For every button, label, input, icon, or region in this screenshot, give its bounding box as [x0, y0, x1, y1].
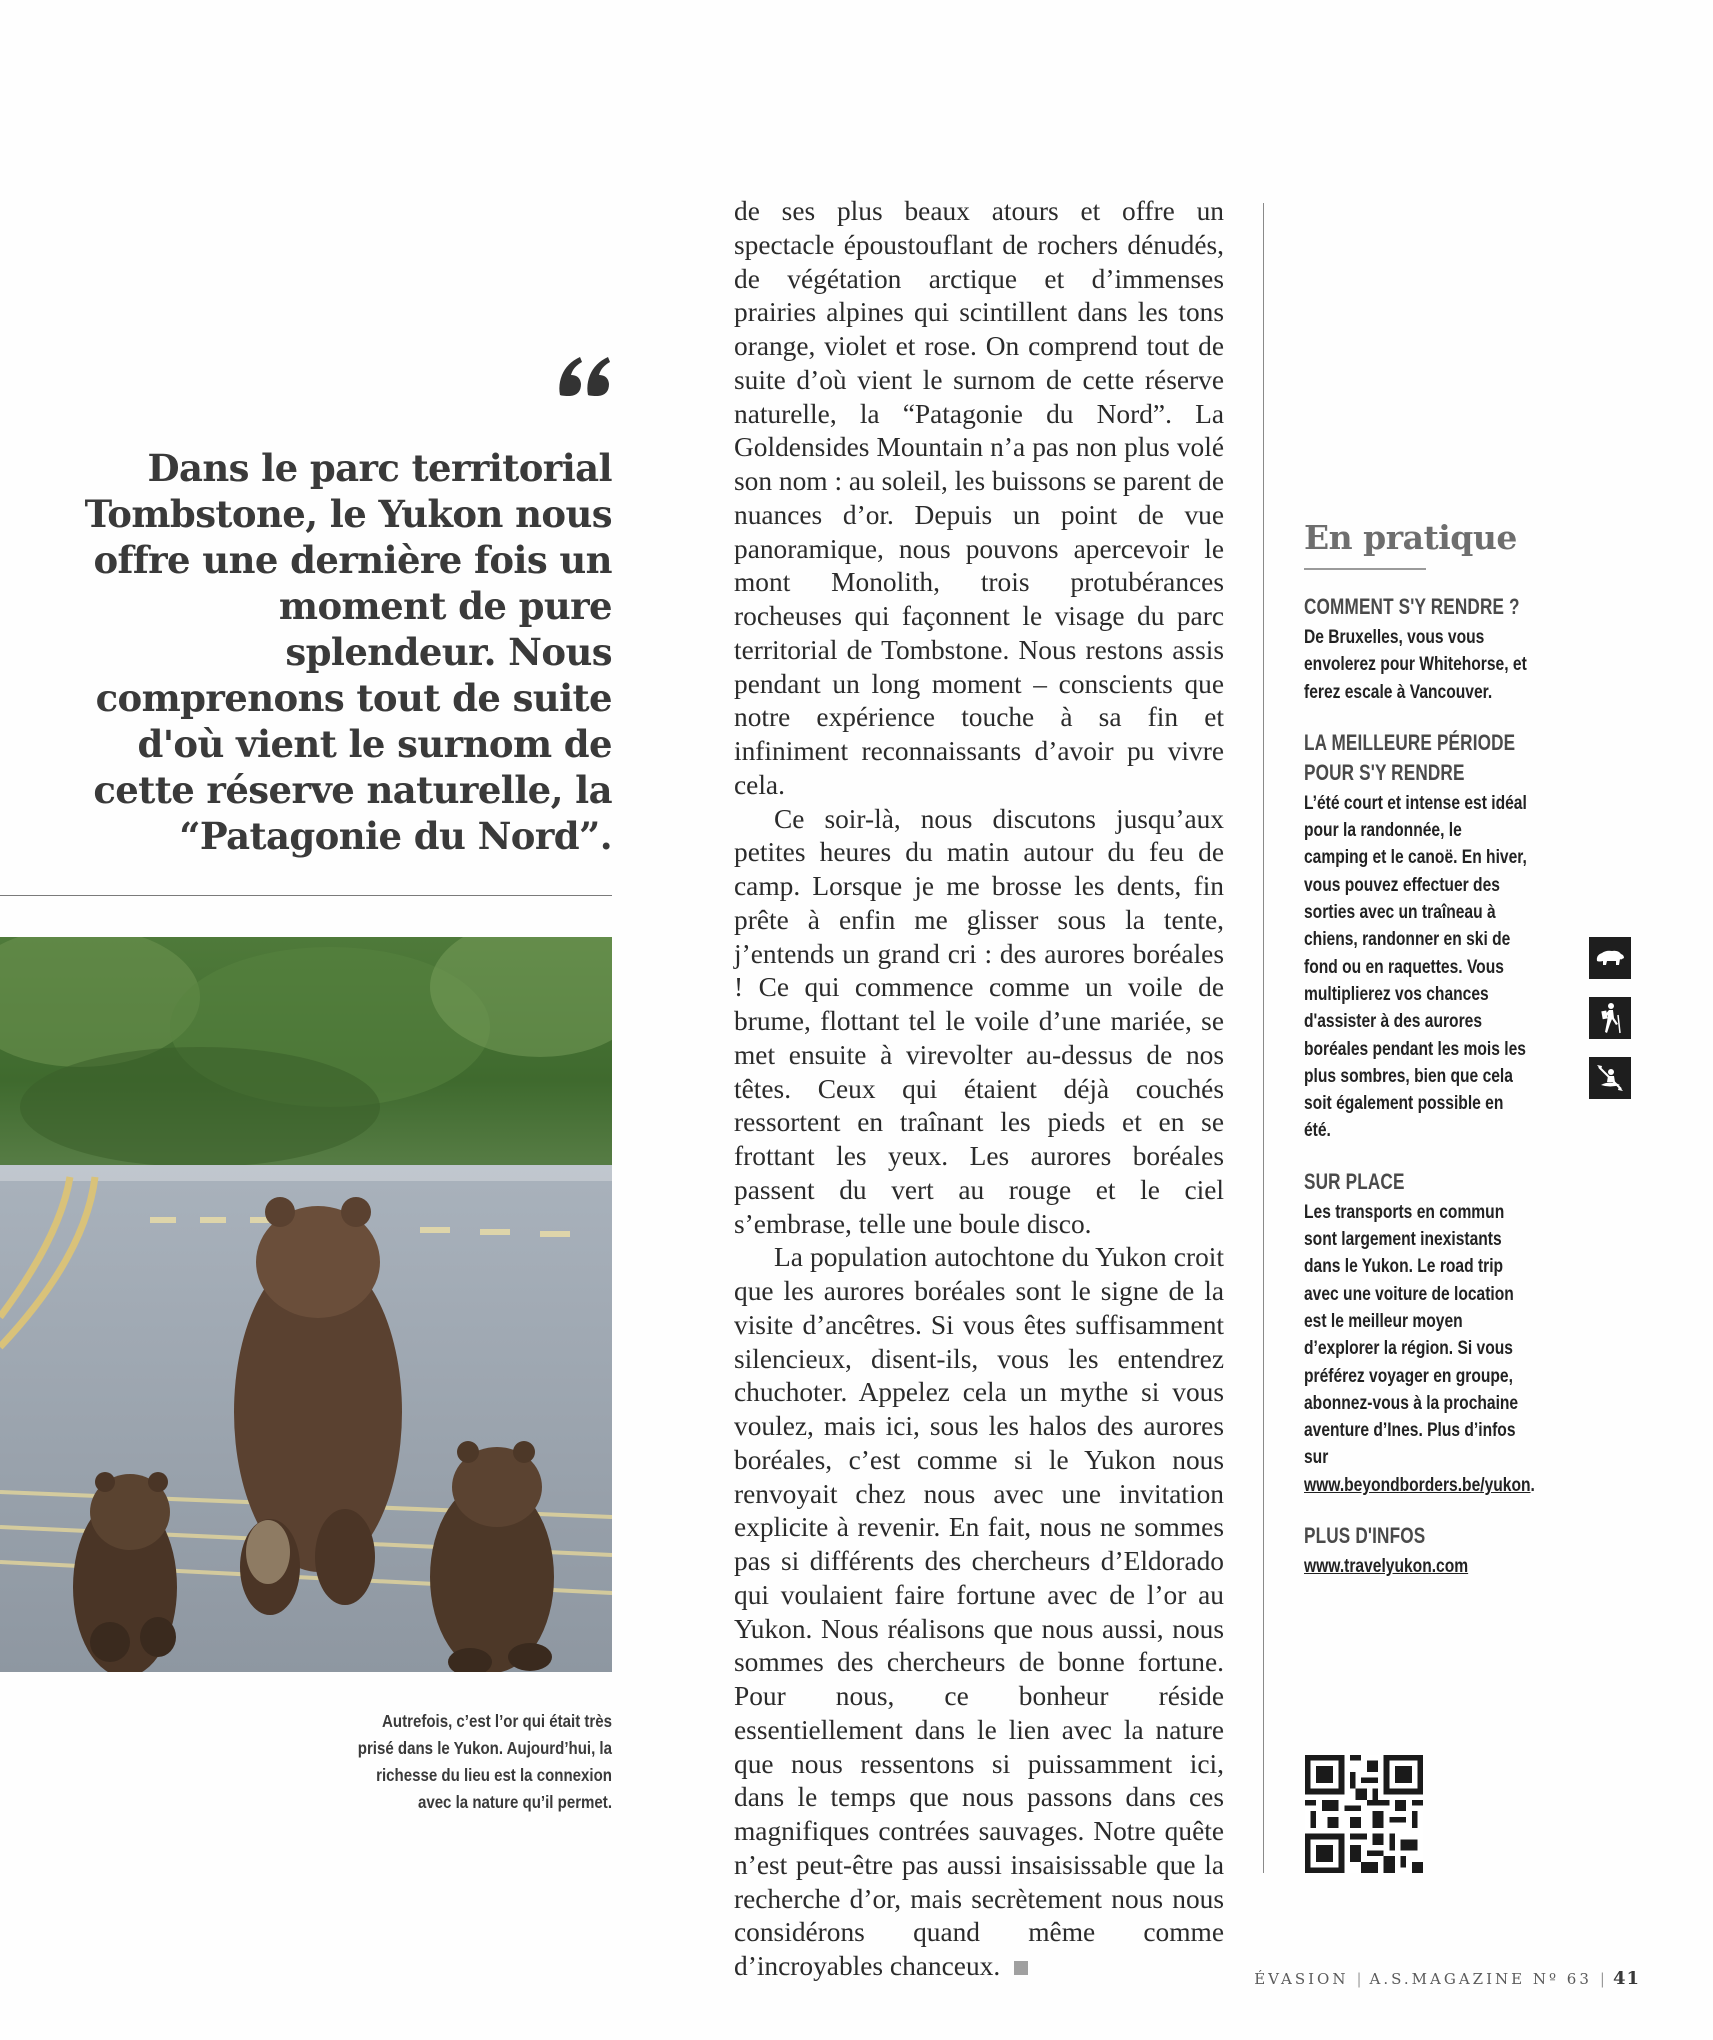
sidebar-text: De Bruxelles, vous vous envolerez pour Whitehorse, et ferez escale à Vancouver. [1304, 626, 1527, 703]
beyondborders-link[interactable]: www.beyondborders.be/yukon [1304, 1473, 1531, 1496]
sidebar-title-underline [1304, 568, 1426, 570]
sidebar-heading: SUR PLACE [1304, 1168, 1405, 1194]
end-of-article-mark [1014, 1961, 1028, 1975]
bear-icon [1589, 937, 1631, 979]
kayak-icon [1589, 1057, 1631, 1099]
sidebar-heading: PLUS D'INFOS [1304, 1523, 1426, 1549]
footer-magazine: A.S.MAGAZINE Nº 63 [1369, 1970, 1592, 1988]
sidebar-title: En pratique [1304, 518, 1517, 557]
pull-quote-divider [0, 895, 612, 896]
sidebar-section-on-site [1304, 1167, 1534, 1499]
bears-photo [0, 937, 612, 1672]
qr-code-icon[interactable] [1305, 1755, 1423, 1873]
sidebar-text [1304, 1199, 1535, 1499]
travelyukon-link[interactable]: www.travelyukon.com [1304, 1555, 1469, 1578]
sidebar-text-body: Les transports en commun sont largement inexistants dans le Yukon. Le road trip avec une voiture de location est le meilleur moyen d’explorer la région. Si vous préférez voyager en groupe, abonnez-vous à la prochaine aventure d’Ines. Plus d’infos sur [1304, 1200, 1519, 1469]
sidebar-section-travel [1304, 592, 1534, 706]
sidebar-section-season [1304, 728, 1534, 1145]
footer-section: ÉVASION [1254, 1970, 1349, 1988]
activity-icons [1589, 937, 1631, 1117]
hiker-icon [1589, 997, 1631, 1039]
sidebar-text-period: . [1530, 1473, 1535, 1496]
footer-separator: | [1599, 1970, 1605, 1988]
pull-quote: Dans le parc territorial Tombstone, le Yukon nous offre une dernière fois un moment de pure splendeur. Nous comprenons tout de suite d'où vient le surnom de cette réserve naturelle, la “Patagonie du Nord”. [84, 446, 612, 858]
page-footer [1200, 1968, 1640, 1989]
practical-info-sidebar [1304, 512, 1534, 1602]
footer-separator: | [1356, 1970, 1362, 1988]
sidebar-text: L’été court et intense est idéal pour la randonnée, le camping et le canoë. En hiver, vous pouvez effectuer des sorties avec un traîneau à chiens, randonner en ski de fond ou en raquettes. Vous multiplierez vos chances d'assister à des aurores boréales pendant les mois les plus sombres, bien que cela soit également possible en été. [1304, 791, 1527, 1142]
article-paragraph-text: La population autochtone du Yukon croit que les aurores boréales sont le signe de la visite d’ancêtres. Si vous êtes suffisamment silencieux, disent-ils, vous les entendrez chuchoter. Appelez cela un mythe si vous voulez, mais ici, sous les halos des aurores boréales, c’est comme si le Yukon nous renvoyait chez nous avec une invitation explicite à revenir. En fait, nous ne sommes pas si différents des chercheurs d’Eldorado qui voulaient faire fortune avec de l’or au Yukon. Nous réalisons que nous aussi, nous sommes des chercheurs de bonne fortune. Pour nous, ce bonheur réside essentiellement dans le lien avec la nature que nous ressentons si puissamment ici, dans le temps que nous passons dans ces magnifiques contrées sauvages. Notre quête n’est peut-être pas aussi insaisissable que la recherche d’or, mais secrètement nous nous considérons quand même comme d’incroyables chanceux. [734, 1242, 1224, 1981]
article-paragraph: de ses plus beaux atours et offre un spectacle époustouflant de rochers dénudés, de végétation arctique et d’immenses prairies alpines qui scintillent dans les tons orange, violet et rose. On comprend tout de suite d’où vient le surnom de cette réserve naturelle, la “Patagonie du Nord”. La Goldensides Mountain n’a pas non plus volé son nom : au soleil, les buissons se parent de nuances d’or. Depuis un point de vue panoramique, nous pouvons apercevoir le mont Monolith, trois protubérances rocheuses qui façonnent le visage du parc territorial de Tombstone. Nous restons assis pendant un long moment – conscients que notre expérience touche à sa fin et infiniment reconnaissants d’avoir pu vivre cela. [734, 196, 1224, 800]
sidebar-text [1304, 1553, 1528, 1580]
photo-caption: Autrefois, c’est l’or qui était très prisé dans le Yukon. Aujourd’hui, la richesse du lieu est la connexion avec la nature qu’il permet. [357, 1711, 612, 1812]
column-divider [1263, 203, 1264, 1873]
quote-mark-icon [556, 355, 614, 399]
article-body [734, 195, 1224, 1984]
sidebar-heading: LA MEILLEURE PÉRIODE POUR S'Y RENDRE [1304, 729, 1516, 785]
page-number: 41 [1612, 1968, 1640, 1989]
sidebar-heading: COMMENT S'Y RENDRE ? [1304, 594, 1520, 619]
article-paragraph [734, 1241, 1224, 1984]
sidebar-section-more-info [1304, 1521, 1534, 1580]
article-paragraph: Ce soir-là, nous discutons jusqu’aux petites heures du matin autour du feu de camp. Lorsque je me brosse les dents, fin prête à enfin me glisser sous la tente, j’entends un grand cri : des aurores boréales ! Ce qui commence comme un voile de brume, flottant tel le voile d’une mariée, se met ensuite à virevolter au-dessus de nos têtes. Ceux qui étaient déjà couchés ressortent en traînant les pieds et en se frottant les yeux. Les aurores boréales passent du vert au rouge et le ciel s’embrase, telle une boule disco. [734, 803, 1224, 1239]
